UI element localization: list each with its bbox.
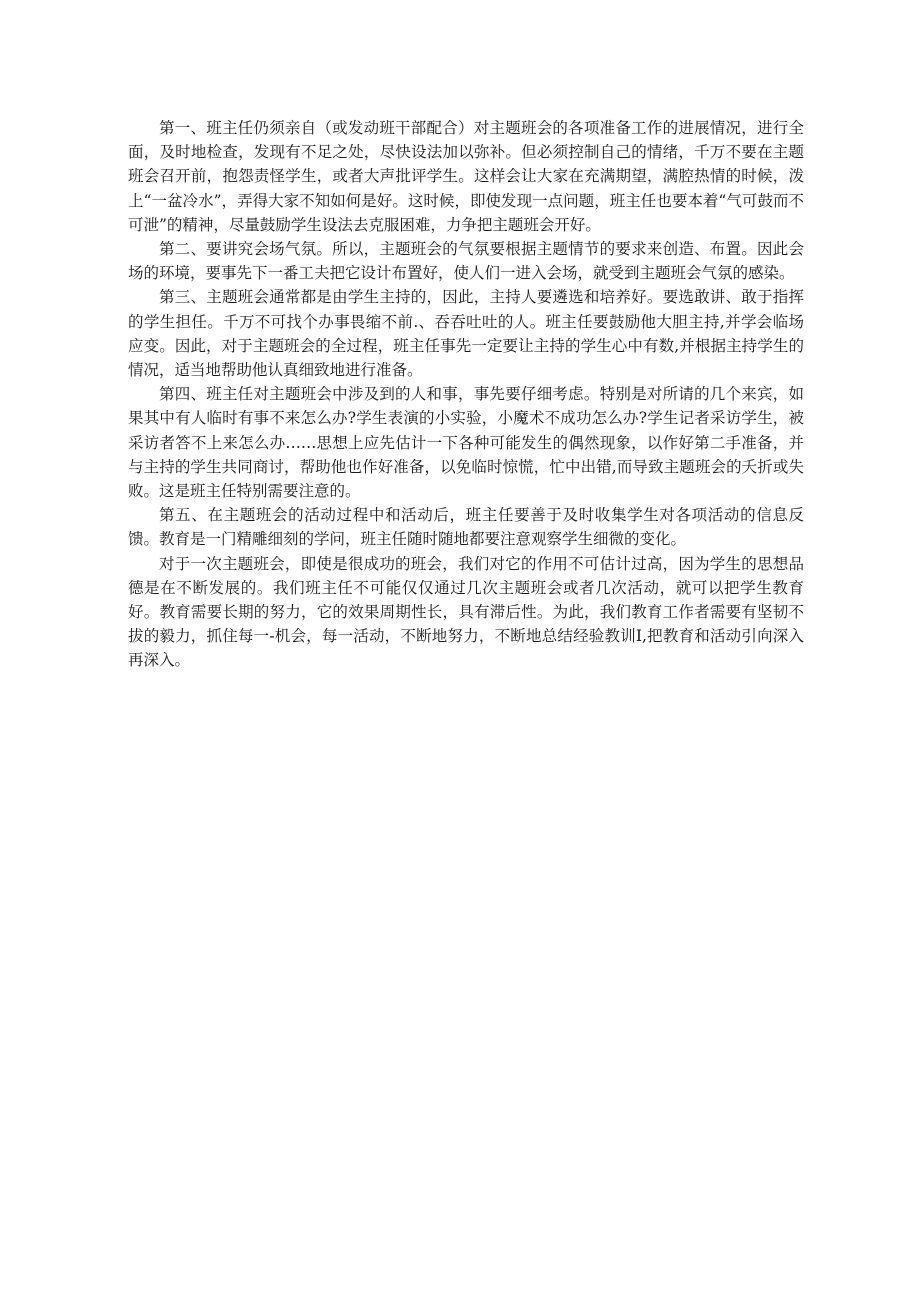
paragraph-3: 第三、主题班会通常都是由学生主持的，因此，主持人要遴选和培养好。要选敢讲、敢于指挥的学生担任。千万不可找个办事畏缩不前.、吞吞吐吐的人。班主任要鼓励他大胆主持,并学会临场应变。因此，对于主题班会的全过程，班主任事先一定要让主持的学生心中有数,并根据主持学生的情况，适当地帮助他认真细致地进行准备。 [128,288,804,380]
paragraph-1: 第一、班主任仍须亲自（或发动班干部配合）对主题班会的各项准备工作的进展情况，进行全面，及时地检查，发现有不足之处，尽快设法加以弥补。但必须控制自己的情绪，千万不要在主题班会召开前，抱怨责怪学生，或者大声批评学生。这样会让大家在充满期望，满腔热情的时候，泼上“一盆冷水”，弄得大家不知如何是好。这时候，即使发现一点问题，班主任也要本着“气可鼓而不可泄”的精神，尽量鼓励学生设法去克服困难，力争把主题班会开好。 [128,119,804,234]
paragraph-4: 第四、班主任对主题班会中涉及到的人和事，事先要仔细考虑。特别是对所请的几个来宾，如果其中有人临时有事不来怎么办?学生表演的小实验，小魔术不成功怎么办?学生记者采访学生，被采访者答不上来怎么办……思想上应先估计一下各种可能发生的偶然现象，以作好第二手准备，并与主持的学生共同商讨，帮助他也作好准备，以免临时惊慌，忙中出错,而导致主题班会的夭折或失败。这是班主任特别需要注意的。 [128,385,804,501]
paragraph-5: 第五、在主题班会的活动过程中和活动后，班主任要善于及时收集学生对各项活动的信息反馈。教育是一门精雕细刻的学问，班主任随时随地都要注意观察学生细微的变化。 [128,506,804,549]
document-body [128,116,804,673]
paragraph-2: 第二、要讲究会场气氛。所以，主题班会的气氛要根据主题情节的要求来创造、布置。因此会场的环境，要事先下一番工夫把它设计布置好，使人们一进入会场，就受到主题班会气氛的感染。 [128,240,804,283]
paragraph-6: 对于一次主题班会，即使是很成功的班会，我们对它的作用不可估计过高，因为学生的思想品德是在不断发展的。我们班主任不可能仅仅通过几次主题班会或者几次活动，就可以把学生教育好。教育需要长期的努力，它的效果周期性长，具有滞后性。为此，我们教育工作者需要有坚韧不拔的毅力，抓住每一-机会，每一活动，不断地努力，不断地总结经验教训I,把教育和活动引向深入再深入。 [128,554,804,670]
